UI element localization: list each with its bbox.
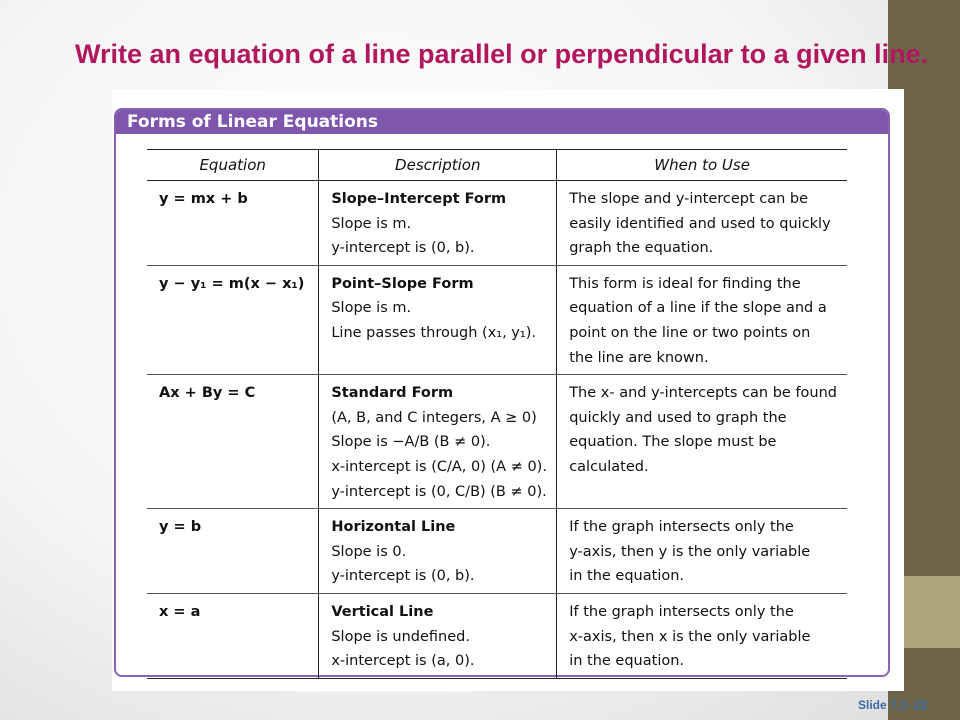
description-cell [319,181,557,266]
usage-line: The slope and y-intercept can be [569,191,809,207]
card-header-title: Forms of Linear Equations [127,112,379,132]
usage-line: graph the equation. [569,240,714,257]
usage-cell [557,593,847,678]
usage-line: The x- and y-intercepts can be found [569,385,838,402]
usage-line: in the equation. [569,568,685,585]
form-name: Slope–Intercept Form [331,191,507,207]
usage-line: This form is ideal for finding the [569,275,801,292]
detail-line: Slope is m. [331,215,412,232]
table-header-row [147,150,847,181]
table-row [147,265,847,374]
table-row [147,181,847,266]
description-cell [319,265,557,374]
description-cell [319,509,557,594]
column-header-description: Description [319,150,557,181]
usage-line: equation of a line if the slope and a [569,300,827,317]
detail-line: Line passes through (x₁, y₁). [331,324,536,341]
usage-line: If the graph intersects only the [569,519,794,536]
form-name: Point–Slope Form [331,275,474,292]
usage-line: point on the line or two points on [569,324,811,341]
forms-table [147,149,847,679]
usage-cell [557,181,847,266]
form-name: Vertical Line [331,603,434,620]
column-header-equation: Equation [147,150,319,181]
equation-text: y − y₁ = m(x − x₁) [159,275,305,292]
form-name: Horizontal Line [331,519,456,536]
usage-line: x-axis, then x is the only variable [569,628,811,645]
table-row [147,509,847,594]
description-cell [319,593,557,678]
form-name: Standard Form [331,385,454,402]
forms-card [114,108,890,677]
usage-line: If the graph intersects only the [569,603,794,620]
usage-cell [557,375,847,509]
linear-equations-figure [112,89,904,691]
equation-cell [147,593,319,678]
equation-text: x = a [159,603,201,620]
equation-text: Ax + By = C [159,385,256,402]
detail-line: x-intercept is (a, 0). [331,653,475,670]
usage-line: easily identified and used to quickly [569,215,831,232]
usage-cell [557,265,847,374]
equation-text: y = b [159,519,202,536]
slide-number: Slide 7.2- 22 [858,698,928,712]
table-row [147,375,847,509]
usage-line: y-axis, then y is the only variable [569,543,811,560]
detail-line: y-intercept is (0, C/B) (B ≠ 0). [331,483,547,500]
equation-cell [147,509,319,594]
usage-line: quickly and used to graph the [569,409,787,426]
usage-line: the line are known. [569,349,709,366]
detail-line: y-intercept is (0, b). [331,568,475,585]
card-header-bar [116,110,888,134]
description-cell [319,375,557,509]
equation-cell [147,265,319,374]
table-row [147,593,847,678]
detail-line: Slope is m. [331,300,412,317]
usage-cell [557,509,847,594]
equation-cell [147,181,319,266]
column-header-when-to-use: When to Use [557,150,847,181]
detail-line: y-intercept is (0, b). [331,240,475,257]
detail-line: Slope is 0. [331,543,407,560]
equation-text: y = mx + b [159,191,248,207]
slide-title: Write an equation of a line parallel or perpendicular to a given line. [75,39,929,69]
detail-line: (A, B, and C integers, A ≥ 0) [331,409,537,426]
detail-line: x-intercept is (C/A, 0) (A ≠ 0). [331,458,547,475]
usage-line: calculated. [569,458,649,475]
detail-line: Slope is −A/B (B ≠ 0). [331,434,491,451]
usage-line: equation. The slope must be [569,434,777,451]
detail-line: Slope is undefined. [331,628,470,645]
equation-cell [147,375,319,509]
usage-line: in the equation. [569,653,685,670]
